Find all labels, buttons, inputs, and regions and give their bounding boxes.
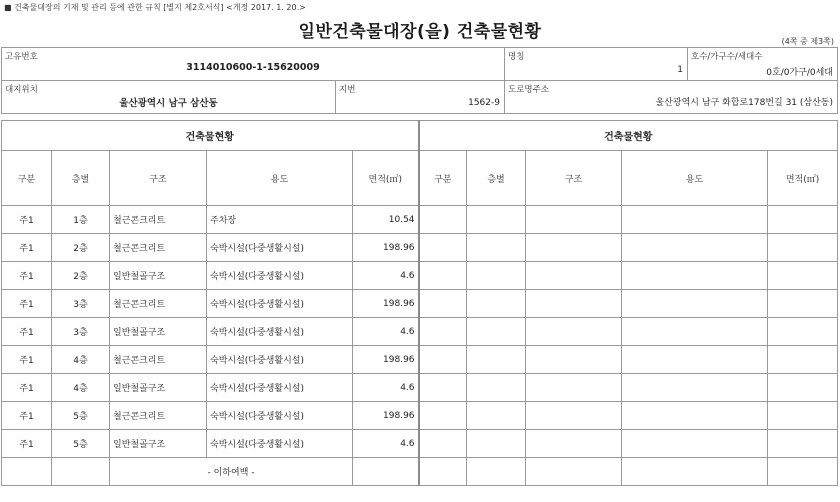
cell-division: 주1: [2, 290, 52, 318]
empty-cell: [467, 374, 526, 402]
lot-number-cell: [336, 81, 505, 114]
cell-area: 4.6: [353, 374, 419, 402]
empty-cell: [526, 290, 622, 318]
cell-structure: 일반철골구조: [110, 262, 207, 290]
empty-cell: [526, 206, 622, 234]
name-value: 1: [677, 65, 683, 75]
cell-use: 숙박시설(다중생활시설): [207, 430, 353, 458]
cell-structure: 철근콘크리트: [110, 206, 207, 234]
empty-cell: [467, 430, 526, 458]
table-row-blank: [2, 458, 838, 486]
cell-area: 4.6: [353, 262, 419, 290]
cell-area: 4.6: [353, 430, 419, 458]
empty-cell: [467, 458, 526, 486]
name-cell: [505, 48, 688, 81]
header-floor: 층별: [52, 151, 110, 206]
header-division-right: 구분: [419, 151, 467, 206]
units-label: 호수/가구수/세대수: [691, 52, 763, 62]
empty-cell: [768, 458, 838, 486]
cell-floor: 1층: [52, 206, 110, 234]
unique-number-label: 고유번호: [5, 52, 38, 62]
empty-cell: [768, 206, 838, 234]
document-title: 일반건축물대장(을) 건축물현황: [298, 22, 542, 42]
cell-division: 주1: [2, 234, 52, 262]
header-structure: 구조: [110, 151, 207, 206]
empty-cell: [622, 318, 768, 346]
empty-cell: [526, 402, 622, 430]
empty-cell: [622, 430, 768, 458]
empty-cell: [419, 458, 467, 486]
left-section-title: 건축물현황: [2, 121, 419, 151]
cell-structure: 철근콘크리트: [110, 290, 207, 318]
empty-cell: [419, 430, 467, 458]
cell-use: 숙박시설(다중생활시설): [207, 346, 353, 374]
cell-area: 4.6: [353, 318, 419, 346]
empty-cell: [467, 262, 526, 290]
header-use-right: 용도: [622, 151, 768, 206]
table-row: [2, 346, 838, 374]
empty-cell: [467, 402, 526, 430]
header-structure-right: 구조: [526, 151, 622, 206]
column-header-row: [2, 151, 838, 206]
empty-cell: [622, 374, 768, 402]
empty-cell: [419, 206, 467, 234]
cell-division: 주1: [2, 318, 52, 346]
cell-division: 주1: [2, 430, 52, 458]
name-label: 명칭: [508, 52, 525, 62]
unique-number-value: 3114010600-1-15620009: [186, 62, 320, 73]
form-reference-note: ■ 건축물대장의 기재 및 관리 등에 관한 규칙 [별지 제2호서식] <개정 2017. 1. 20.>: [4, 3, 306, 12]
empty-cell: [526, 318, 622, 346]
cell-floor: 2층: [52, 234, 110, 262]
cell-use: 숙박시설(다중생활시설): [207, 262, 353, 290]
table-row: [2, 206, 838, 234]
road-address-label: 도로명주소: [508, 85, 550, 95]
road-address-cell: [505, 81, 838, 114]
building-status-table: [1, 120, 838, 486]
cell-structure: 일반철골구조: [110, 318, 207, 346]
lot-number-label: 지번: [339, 85, 356, 95]
cell-area: 198.96: [353, 402, 419, 430]
cell-division: 주1: [2, 402, 52, 430]
cell-floor: 5층: [52, 402, 110, 430]
empty-cell: [526, 430, 622, 458]
empty-cell: [419, 318, 467, 346]
empty-cell: [467, 318, 526, 346]
cell-division: 주1: [2, 346, 52, 374]
location-info-table: [1, 80, 838, 114]
empty-cell: [622, 206, 768, 234]
cell-division: 주1: [2, 206, 52, 234]
empty-cell: [419, 262, 467, 290]
empty-cell: [768, 290, 838, 318]
lot-number-value: 1562-9: [468, 98, 500, 108]
empty-cell: [526, 234, 622, 262]
right-section-title: 건축물현황: [419, 121, 838, 151]
cell-structure: 일반철골구조: [110, 374, 207, 402]
table-row: [2, 430, 838, 458]
cell-floor: 3층: [52, 318, 110, 346]
header-floor-right: 층별: [467, 151, 526, 206]
empty-cell: [52, 458, 110, 486]
blank-marker: - 이하여백 -: [110, 458, 353, 486]
cell-use: 숙박시설(다중생활시설): [207, 234, 353, 262]
empty-cell: [768, 234, 838, 262]
cell-use: 숙박시설(다중생활시설): [207, 374, 353, 402]
site-location-value: 울산광역시 남구 삼산동: [119, 98, 218, 109]
empty-cell: [526, 346, 622, 374]
header-area-right: 면적(㎡): [768, 151, 838, 206]
empty-cell: [2, 458, 52, 486]
empty-cell: [526, 374, 622, 402]
empty-cell: [768, 374, 838, 402]
cell-floor: 4층: [52, 346, 110, 374]
empty-cell: [419, 374, 467, 402]
cell-structure: 철근콘크리트: [110, 234, 207, 262]
empty-cell: [467, 206, 526, 234]
cell-area: 198.96: [353, 234, 419, 262]
units-cell: [688, 48, 838, 81]
building-info-table: [1, 47, 838, 81]
empty-cell: [622, 262, 768, 290]
empty-cell: [768, 346, 838, 374]
empty-cell: [622, 458, 768, 486]
unique-number-cell: [2, 48, 505, 81]
cell-area: 10.54: [353, 206, 419, 234]
empty-cell: [467, 234, 526, 262]
empty-cell: [353, 458, 419, 486]
site-location-cell: [2, 81, 336, 114]
cell-floor: 3층: [52, 290, 110, 318]
empty-cell: [419, 234, 467, 262]
empty-cell: [419, 290, 467, 318]
cell-structure: 철근콘크리트: [110, 346, 207, 374]
table-row: [2, 374, 838, 402]
empty-cell: [622, 402, 768, 430]
cell-use: 숙박시설(다중생활시설): [207, 402, 353, 430]
empty-cell: [467, 346, 526, 374]
empty-cell: [419, 346, 467, 374]
cell-floor: 5층: [52, 430, 110, 458]
road-address-value: 울산광역시 남구 화합로178번길 31 (삼산동): [655, 98, 833, 108]
table-row: [2, 290, 838, 318]
cell-structure: 일반철골구조: [110, 430, 207, 458]
header-area: 면적(㎡): [353, 151, 419, 206]
cell-division: 주1: [2, 262, 52, 290]
cell-structure: 철근콘크리트: [110, 402, 207, 430]
cell-area: 198.96: [353, 346, 419, 374]
header-division: 구분: [2, 151, 52, 206]
empty-cell: [526, 458, 622, 486]
table-row: [2, 402, 838, 430]
empty-cell: [622, 234, 768, 262]
cell-use: 주차장: [207, 206, 353, 234]
cell-division: 주1: [2, 374, 52, 402]
empty-cell: [467, 290, 526, 318]
table-row: [2, 234, 838, 262]
cell-use: 숙박시설(다중생활시설): [207, 290, 353, 318]
empty-cell: [768, 430, 838, 458]
cell-use: 숙박시설(다중생활시설): [207, 318, 353, 346]
empty-cell: [768, 402, 838, 430]
units-value: 0호/0가구/0세대: [766, 68, 833, 78]
page-indicator: (4쪽 중 제3쪽): [781, 37, 834, 46]
empty-cell: [768, 318, 838, 346]
cell-area: 198.96: [353, 290, 419, 318]
table-row: [2, 262, 838, 290]
site-location-label: 대지위치: [5, 85, 38, 95]
empty-cell: [768, 262, 838, 290]
empty-cell: [419, 402, 467, 430]
empty-cell: [526, 262, 622, 290]
header-use: 용도: [207, 151, 353, 206]
empty-cell: [622, 290, 768, 318]
cell-floor: 4층: [52, 374, 110, 402]
empty-cell: [622, 346, 768, 374]
cell-floor: 2층: [52, 262, 110, 290]
table-row: [2, 318, 838, 346]
